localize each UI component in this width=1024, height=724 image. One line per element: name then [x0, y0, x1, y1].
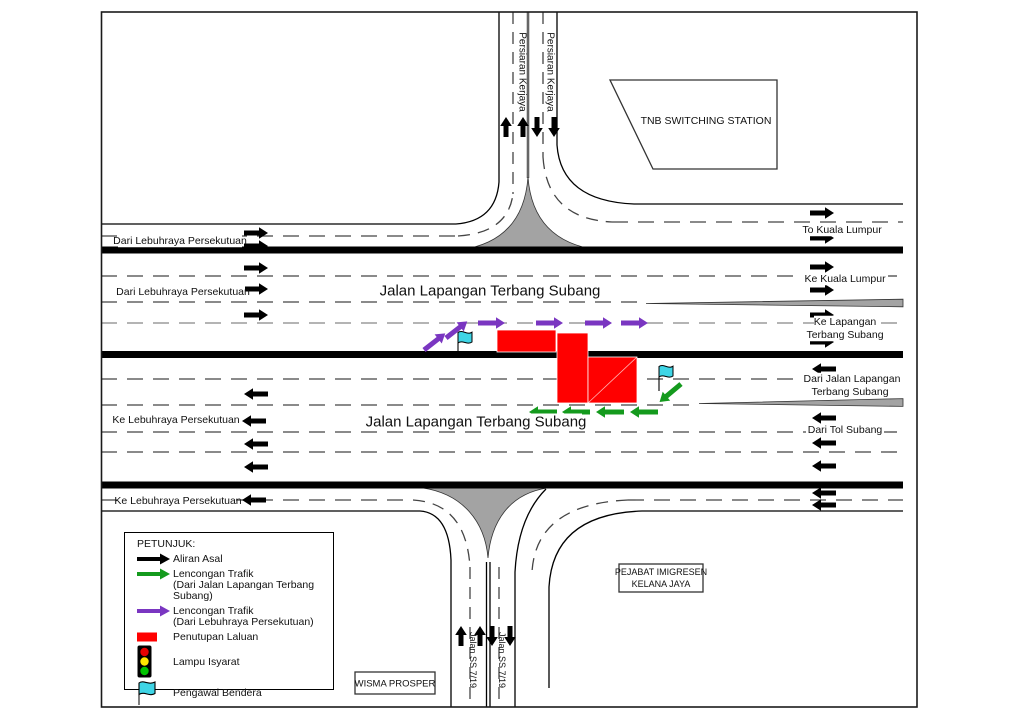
black-arrow-icon [137, 553, 173, 565]
flow-arrow [242, 494, 266, 506]
flag-icon [458, 332, 472, 344]
flow-arrow [812, 412, 836, 424]
flow-arrow [244, 227, 268, 239]
svg-text:Terbang Subang: Terbang Subang [806, 329, 884, 341]
legend-items [137, 552, 329, 706]
building-pejabat-imigresen-kelana-jaya [615, 564, 707, 592]
closure-block [557, 333, 588, 403]
road-label [801, 224, 883, 237]
legend-item-flag [137, 680, 329, 706]
legend-item-sublabel: (Dari Lebuhraya Persekutuan) [173, 616, 314, 628]
svg-text:Terbang Subang: Terbang Subang [811, 386, 889, 398]
svg-text:Jalan Lapangan Terbang Subang: Jalan Lapangan Terbang Subang [379, 282, 601, 300]
road-label [802, 373, 902, 386]
legend-item-label: Pengawal Bendera [173, 687, 262, 699]
black-arrow-icon [137, 553, 171, 565]
diversion-arrow-purple [420, 329, 448, 355]
svg-text:Persiaran Kerjaya: Persiaran Kerjaya [544, 32, 556, 112]
road-label [468, 632, 478, 688]
svg-text:Ke Lebuhraya Persekutuan: Ke Lebuhraya Persekutuan [112, 414, 240, 426]
flow-arrow [810, 284, 834, 296]
diversion-arrow-green [630, 406, 658, 418]
diversion-arrow-purple [536, 317, 563, 329]
road-label [116, 286, 250, 299]
taper-upper [646, 299, 903, 307]
legend-item-label: Lampu Isyarat [173, 655, 240, 668]
flag-legend-icon [137, 680, 159, 706]
svg-text:Dari Lebuhraya Persekutuan: Dari Lebuhraya Persekutuan [116, 286, 250, 298]
road-label [806, 329, 884, 342]
purple-arrow-icon [137, 605, 173, 617]
lane-line [543, 157, 612, 222]
flow-arrow [244, 461, 268, 473]
building-label: TNB SWITCHING STATION [640, 115, 772, 127]
diversion-arrow-green [656, 380, 685, 407]
flow-arrow [812, 499, 836, 511]
road-edge [515, 489, 546, 707]
legend-item-label: Lencongan Trafik [173, 567, 254, 580]
lane-line [532, 500, 628, 572]
road-label [366, 414, 587, 431]
diversion-arrow-purple [621, 317, 648, 329]
svg-text:Ke Lapangan: Ke Lapangan [813, 316, 877, 328]
flag-icon [659, 366, 673, 378]
legend-title: PETUNJUK: [137, 538, 196, 550]
flow-arrow [244, 262, 268, 274]
road-label [380, 283, 601, 300]
road-label [517, 32, 528, 112]
red-block-icon [137, 632, 173, 642]
road-edge [549, 511, 903, 688]
svg-text:To Kuala Lumpur: To Kuala Lumpur [802, 224, 882, 236]
legend-item-sublabel: (Dari Jalan Lapangan Terbang Subang) [173, 579, 315, 602]
building-label: WISMA PROSPER [354, 678, 436, 690]
flow-arrow [812, 437, 836, 449]
closure-swatch-icon [137, 632, 161, 642]
building-label: PEJABAT IMIGRESEN [614, 567, 708, 577]
flow-arrow [812, 460, 836, 472]
diversion-arrow-purple [585, 317, 612, 329]
road-label [497, 632, 507, 688]
diversion-arrow-green [596, 406, 624, 418]
legend-item-label: Lencongan Trafik [173, 604, 254, 617]
road-label [814, 316, 877, 329]
svg-text:Ke Lebuhraya Persekutuan: Ke Lebuhraya Persekutuan [114, 495, 242, 507]
flow-arrow [548, 117, 560, 137]
island-top-junction [460, 177, 598, 250]
lane-line [413, 500, 470, 567]
taper-lower [699, 399, 903, 407]
svg-text:Jalan Lapangan Terbang Subang: Jalan Lapangan Terbang Subang [365, 413, 587, 431]
flow-arrow [455, 626, 467, 646]
flow-arrow [531, 117, 543, 137]
road-label [802, 273, 888, 286]
flag-marker [659, 366, 673, 391]
closure-block [497, 330, 556, 352]
flow-arrow [810, 261, 834, 273]
legend-item-black-arrow [137, 552, 329, 565]
flow-arrow [500, 117, 512, 137]
legend-item-label: Aliran Asal [173, 552, 223, 565]
road-label [811, 386, 889, 399]
legend-item-label: Penutupan Laluan [173, 630, 259, 643]
building-label: KELANA JAYA [631, 579, 691, 589]
flow-arrow [242, 415, 266, 427]
closure-layer [497, 330, 637, 403]
diversion-arrow-purple [478, 317, 505, 329]
road-edge [456, 12, 499, 224]
green-arrow-icon [137, 568, 171, 580]
legend-item-red-block [137, 630, 329, 643]
road-label [545, 32, 556, 112]
flow-arrow [812, 487, 836, 499]
flow-arrow [244, 388, 268, 400]
road-label [806, 424, 884, 437]
legend-box [124, 532, 334, 699]
flag-icon [137, 680, 173, 706]
green-arrow-icon [137, 568, 173, 580]
traffic-light-icon [137, 645, 173, 678]
legend-item-traffic-light [137, 645, 329, 678]
purple-arrow-icon [137, 605, 171, 617]
svg-text:Ke Kuala Lumpur: Ke Kuala Lumpur [804, 273, 886, 285]
road-label [114, 495, 241, 508]
svg-text:Jalan SS 7/19: Jalan SS 7/19 [468, 631, 478, 689]
svg-text:Dari Jalan Lapangan: Dari Jalan Lapangan [803, 373, 901, 385]
traffic-light-icon [137, 645, 153, 678]
svg-text:Dari Tol Subang: Dari Tol Subang [807, 424, 883, 436]
road-label [112, 414, 239, 427]
svg-text:Persiaran Kerjaya: Persiaran Kerjaya [516, 32, 528, 112]
svg-text:Jalan SS 7/19: Jalan SS 7/19 [497, 631, 507, 689]
flow-arrow [486, 626, 498, 646]
svg-text:Dari Lebuhraya Persekutuan: Dari Lebuhraya Persekutuan [113, 235, 247, 247]
flow-arrow [244, 438, 268, 450]
flow-arrow [810, 207, 834, 219]
building-wisma-prosper [355, 672, 436, 694]
building-tnb-switching-station [610, 80, 777, 169]
road-label [113, 235, 247, 248]
lane-line [458, 194, 513, 236]
flow-arrow [244, 309, 268, 321]
